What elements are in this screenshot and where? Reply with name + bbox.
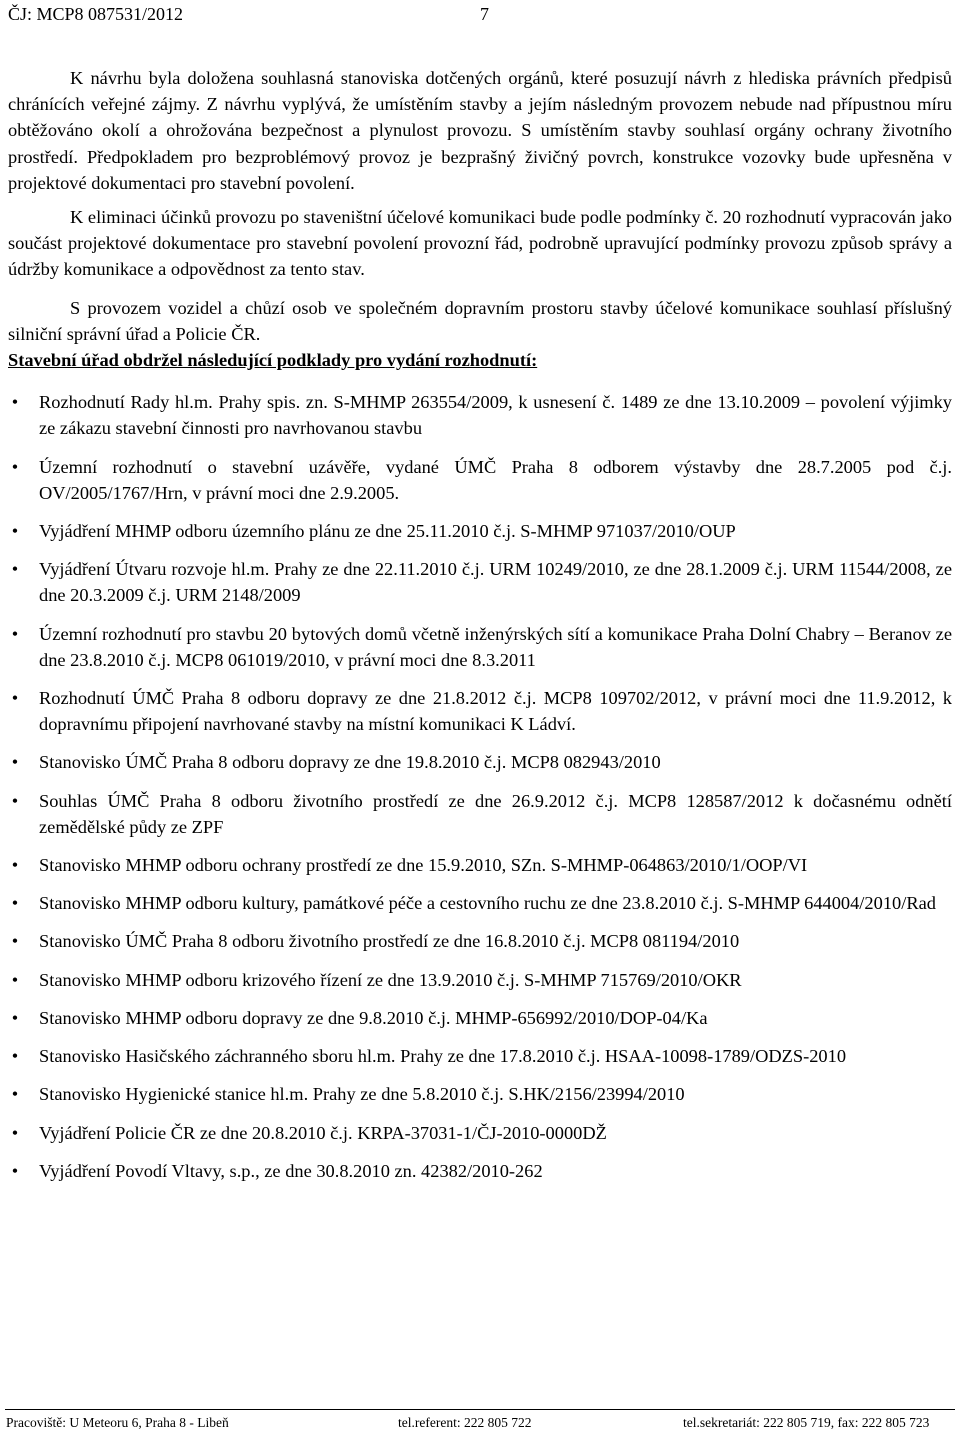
bullet-icon <box>8 749 22 775</box>
footer-secretariat-phone: tel.sekretariát: 222 805 719, fax: 222 805 723 <box>683 1415 930 1430</box>
list-item: • Stanovisko MHMP odboru dopravy ze dne 9.8.2010 č.j. MHMP-656992/2010/DOP-04/Ka <box>8 1005 952 1031</box>
bullet-icon <box>8 1043 22 1069</box>
paragraph-traffic: S provozem vozidel a chůzí osob ve společném dopravním prostoru stavby účelové komunikace souhlasí příslušný silniční správní úřad a Policie ČR. <box>8 297 952 344</box>
bullet-icon <box>8 852 22 878</box>
list-item: • Stanovisko MHMP odboru kultury, památkové péče a cestovního ruchu ze dne 23.8.2010 č.j. S-MHMP 644004/2010/Rad <box>8 890 952 916</box>
list-item: • Souhlas ÚMČ Praha 8 odboru životního prostředí ze dne 26.9.2012 č.j. MCP8 128587/2012 k dočasnému odnětí zemědělské půdy ze ZPF <box>8 788 952 840</box>
document-reference: ČJ: MCP8 087531/2012 <box>8 4 184 24</box>
document-body <box>8 65 952 1196</box>
bullet-icon <box>8 621 22 647</box>
list-item: • Územní rozhodnutí pro stavbu 20 bytových domů včetně inženýrských sítí a komunikace Praha Dolní Chabry – Beranov ze dne 23.8.2010 č.j. MCP8 061019/2010, v právní moci dne 8.3.2011 <box>8 621 952 673</box>
list-item: • Územní rozhodnutí o stavební uzávěře, vydané ÚMČ Praha 8 odborem výstavby dne 28.7.2005 pod č.j. OV/2005/1767/Hrn, v právní moci dne 2.9.2005. <box>8 454 952 506</box>
bullet-icon <box>8 928 22 954</box>
footer-address: Pracoviště: U Meteoru 6, Praha 8 - Libeň <box>6 1415 229 1430</box>
list-item: • Vyjádření Policie ČR ze dne 20.8.2010 č.j. KRPA-37031-1/ČJ-2010-0000DŽ <box>8 1120 952 1146</box>
paragraph-elimination: K eliminaci účinků provozu po staveništní účelové komunikaci bude podle podmínky č. 20 rozhodnutí vypracován jako součást projektové dokumentace pro stavební povolení provozní řád, podrobně upravující podmínky provozu způsob správy a údržby komunikace a odpovědnost za tento stav. <box>8 207 952 280</box>
bullet-icon <box>8 1081 22 1107</box>
list-item: • Stanovisko Hasičského záchranného sboru hl.m. Prahy ze dne 17.8.2010 č.j. HSAA-10098-1789/ODZS-2010 <box>8 1043 952 1069</box>
list-item: • Stanovisko ÚMČ Praha 8 odboru dopravy ze dne 19.8.2010 č.j. MCP8 082943/2010 <box>8 749 952 775</box>
list-item: • Vyjádření Útvaru rozvoje hl.m. Prahy ze dne 22.11.2010 č.j. URM 10249/2010, ze dne 28.1.2009 č.j. URM 11544/2008, ze dne 20.3.2009 č.j. URM 2148/2009 <box>8 556 952 608</box>
list-item: • Rozhodnutí ÚMČ Praha 8 odboru dopravy ze dne 21.8.2012 č.j. MCP8 109702/2012, v právní moci dne 11.9.2012, k dopravnímu připojení navrhované stavby na místní komunikaci K Ládví. <box>8 685 952 737</box>
list-item: • Rozhodnutí Rady hl.m. Prahy spis. zn. S-MHMP 263554/2009, k usnesení č. 1489 ze dne 13.10.2009 – povolení výjimky ze zákazu stavební činnosti pro navrhovanou stavbu <box>8 389 952 441</box>
list-item: • Vyjádření MHMP odboru územního plánu ze dne 25.11.2010 č.j. S-MHMP 971037/2010/OUP <box>8 518 952 544</box>
section-heading: Stavební úřad obdržel následující podklady pro vydání rozhodnutí: <box>8 350 538 371</box>
list-item: • Vyjádření Povodí Vltavy, s.p., ze dne 30.8.2010 zn. 42382/2010-262 <box>8 1158 952 1184</box>
footer-divider <box>5 1409 955 1410</box>
bullet-icon <box>8 685 22 711</box>
page-footer <box>0 1409 960 1435</box>
list-item: • Stanovisko ÚMČ Praha 8 odboru životního prostředí ze dne 16.8.2010 č.j. MCP8 081194/2010 <box>8 928 952 954</box>
bullet-icon <box>8 454 22 480</box>
bullet-icon <box>8 890 22 916</box>
bullet-icon <box>8 389 22 415</box>
bullet-icon <box>8 1005 22 1031</box>
bullet-icon <box>8 556 22 582</box>
bullet-icon <box>8 1158 22 1184</box>
list-item: • Stanovisko MHMP odboru krizového řízení ze dne 13.9.2010 č.j. S-MHMP 715769/2010/OKR <box>8 967 952 993</box>
page-number: 7 <box>480 4 489 24</box>
bullet-icon <box>8 518 22 544</box>
list-item: • Stanovisko Hygienické stanice hl.m. Prahy ze dne 5.8.2010 č.j. S.HK/2156/23994/2010 <box>8 1081 952 1107</box>
documents-list <box>8 389 952 1184</box>
bullet-icon <box>8 1120 22 1146</box>
bullet-icon <box>8 967 22 993</box>
footer-referent-phone: tel.referent: 222 805 722 <box>398 1415 532 1430</box>
paragraph-consent: K návrhu byla doložena souhlasná stanoviska dotčených orgánů, které posuzují návrh z hlediska právních předpisů chránících veřejné zájmy. Z návrhu vyplývá, že umístěním stavby a jejím následným provozem nebude nad přípustnou míru obtěžováno okolí a ohrožována bezpečnost a plynulost provozu. S umístěním stavby souhlasí orgány ochrany životního prostředí. Předpokladem pro bezproblémový provoz je bezprašný živičný povrch, konstrukce vozovky bude upřesněna v projektové dokumentaci pro stavební povolení. <box>8 68 952 193</box>
page-header <box>8 4 952 28</box>
list-item: • Stanovisko MHMP odboru ochrany prostředí ze dne 15.9.2010, SZn. S-MHMP-064863/2010/1/OOP/VI <box>8 852 952 878</box>
bullet-icon <box>8 788 22 814</box>
